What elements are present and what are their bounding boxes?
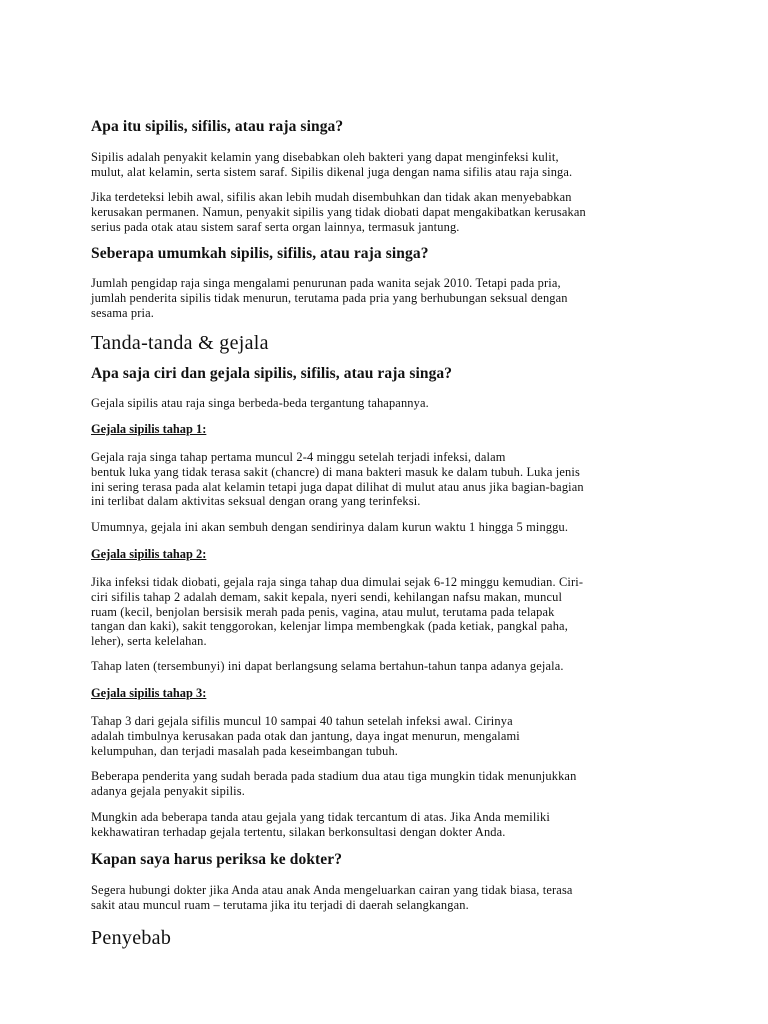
- subheading-tahap-1: Gejala sipilis tahap 1:: [91, 422, 207, 436]
- text-line: Mungkin ada beberapa tanda atau gejala yang tidak tercantum di atas. Jika Anda memiliki: [91, 810, 550, 824]
- text-line: bentuk luka yang tidak terasa sakit (chancre) di mana bakteri masuk ke dalam tubuh. Luka jenis: [91, 464, 580, 479]
- paragraph-tahap-2: [91, 575, 583, 649]
- paragraph-sembuh: [91, 520, 568, 535]
- paragraph-tahap-1: [91, 450, 584, 509]
- text-line: serius pada otak atau sistem saraf serta organ lainnya, termasuk jantung.: [91, 219, 460, 234]
- text-line: ciri sifilis tahap 2 adalah demam, sakit kepala, nyeri sendi, kehilangan nafsu makan, muncul: [91, 589, 563, 604]
- paragraph-laten: [91, 659, 564, 674]
- text-line: ini terlibat dalam aktivitas seksual dengan orang yang terinfeksi.: [91, 494, 421, 509]
- text-line: kekhawatiran terhadap gejala tertentu, silakan berkonsultasi dengan dokter Anda.: [91, 824, 506, 839]
- subheading-tahap-2: Gejala sipilis tahap 2:: [91, 547, 207, 561]
- heading-tanda-gejala: Tanda-tanda & gejala: [91, 332, 269, 354]
- text-line: Umumnya, gejala ini akan sembuh dengan sendirinya dalam kurun waktu 1 hingga 5 minggu.: [91, 520, 569, 534]
- text-line: Gejala sipilis atau raja singa berbeda-beda tergantung tahapannya.: [91, 396, 429, 410]
- text-line: adalah timbulnya kerusakan pada otak dan jantung, daya ingat menurun, mengalami: [91, 728, 520, 743]
- heading-penyebab: Penyebab: [91, 927, 172, 949]
- text-line: Tahap laten (tersembunyi) ini dapat berlangsung selama bertahun-tahun tanpa adanya gejala.: [91, 659, 564, 673]
- text-line: ruam (kecil, benjolan bersisik merah pada penis, vagina, atau mulut, terutama pada telapak: [91, 604, 555, 619]
- paragraph-definisi: [91, 150, 572, 180]
- text-line: Jumlah pengidap raja singa mengalami penurunan pada wanita sejak 2010. Tetapi pada pria,: [91, 276, 561, 290]
- heading-ciri-gejala: Apa saja ciri dan gejala sipilis, sifilis, atau raja singa?: [91, 365, 453, 382]
- text-line: sesama pria.: [91, 305, 155, 320]
- text-line: Jika terdeteksi lebih awal, sifilis akan lebih mudah disembuhkan dan tidak akan menyebabkan: [91, 190, 572, 204]
- text-line: Segera hubungi dokter jika Anda atau anak Anda mengeluarkan cairan yang tidak biasa, terasa: [91, 883, 573, 897]
- text-line: kerusakan permanen. Namun, penyakit sipilis yang tidak diobati dapat mengakibatkan kerusakan: [91, 204, 586, 219]
- paragraph-tahap-3: [91, 714, 520, 758]
- text-line: kelumpuhan, dan terjadi masalah pada keseimbangan tubuh.: [91, 743, 399, 758]
- paragraph-stadium: [91, 769, 576, 799]
- text-line: Tahap 3 dari gejala sifilis muncul 10 sampai 40 tahun setelah infeksi awal. Cirinya: [91, 714, 513, 728]
- text-line: jumlah penderita sipilis tidak menurun, terutama pada pria yang berhubungan seksual dengan: [91, 290, 568, 305]
- paragraph-hubungi-dokter: [91, 883, 573, 913]
- text-line: Jika infeksi tidak diobati, gejala raja singa tahap dua dimulai sejak 6-12 minggu kemudian. Ciri-: [91, 575, 584, 589]
- text-line: leher), serta kelelahan.: [91, 634, 207, 649]
- heading-seberapa: Seberapa umumkah sipilis, sifilis, atau raja singa?: [91, 245, 429, 262]
- paragraph-jumlah: [91, 276, 568, 320]
- text-line: Gejala raja singa tahap pertama muncul 2-4 minggu setelah terjadi infeksi, dalam: [91, 450, 506, 464]
- paragraph-gejala-intro: [91, 396, 429, 411]
- paragraph-deteksi: [91, 190, 586, 234]
- text-line: tangan dan kaki), sakit tenggorokan, kelenjar limpa membengkak (pada ketiak, pangkal paha,: [91, 619, 568, 634]
- text-line: sakit atau muncul ruam – terutama jika itu terjadi di daerah selangkangan.: [91, 897, 469, 912]
- text-line: mulut, alat kelamin, serta sistem saraf. Sipilis dikenal juga dengan nama sifilis atau raja singa.: [91, 164, 573, 179]
- subheading-tahap-3: Gejala sipilis tahap 3:: [91, 686, 207, 700]
- text-line: ini sering terasa pada alat kelamin tetapi juga dapat dilihat di mulut atau anus jika bagian-bagian: [91, 479, 584, 494]
- text-line: adanya gejala penyakit sipilis.: [91, 783, 245, 798]
- paragraph-konsultasi: [91, 810, 550, 840]
- heading-kapan-dokter: Kapan saya harus periksa ke dokter?: [91, 851, 343, 868]
- text-line: Beberapa penderita yang sudah berada pada stadium dua atau tiga mungkin tidak menunjukkan: [91, 769, 577, 783]
- text-line: Sipilis adalah penyakit kelamin yang disebabkan oleh bakteri yang dapat menginfeksi kulit,: [91, 150, 559, 164]
- heading-apa-itu: Apa itu sipilis, sifilis, atau raja singa?: [91, 118, 344, 135]
